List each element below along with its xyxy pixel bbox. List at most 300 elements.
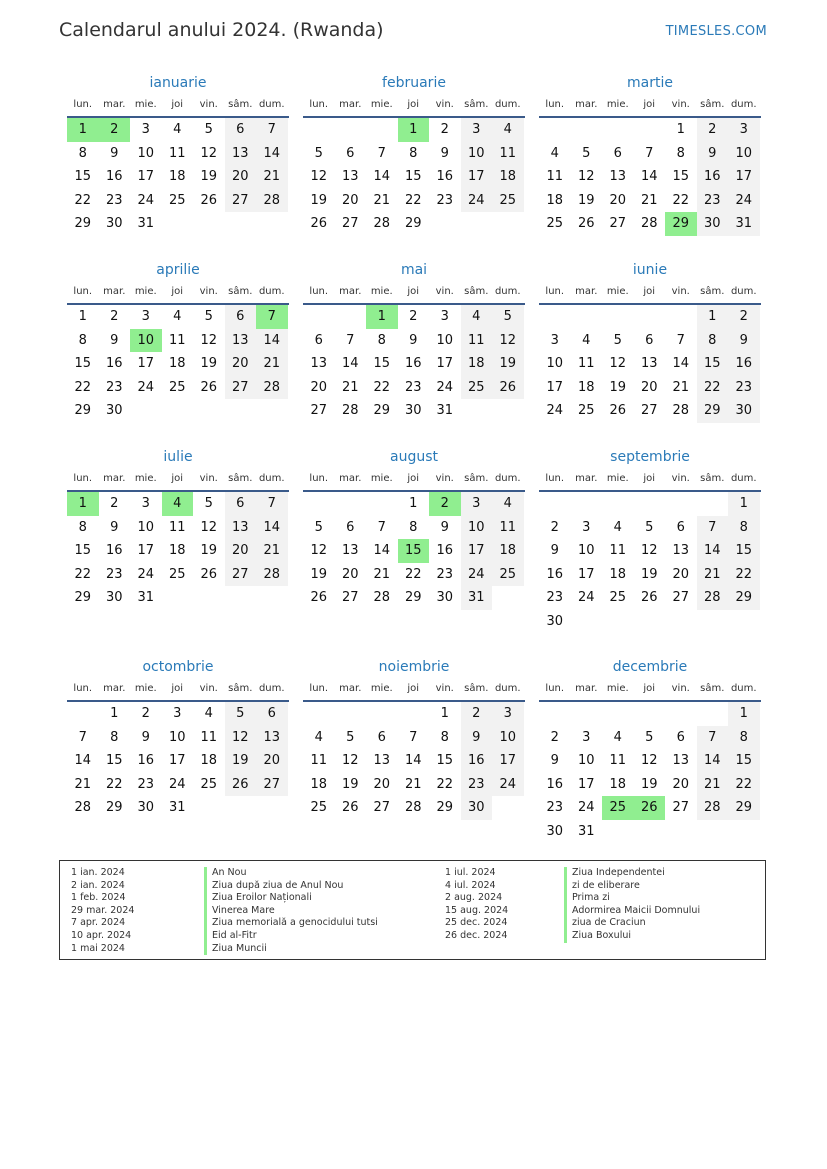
day-grid bbox=[539, 118, 761, 236]
legend-holiday-name: zi de eliberare bbox=[564, 880, 700, 893]
day-cell: 17 bbox=[492, 749, 524, 773]
day-cell: 24 bbox=[728, 189, 760, 213]
weekday-header bbox=[303, 678, 525, 702]
day-cell: 6 bbox=[256, 702, 288, 726]
weekday-label: mie. bbox=[134, 99, 157, 110]
legend-date: 29 mar. 2024 bbox=[71, 904, 135, 916]
day-cell: 19 bbox=[577, 192, 595, 208]
month-mai bbox=[303, 259, 525, 423]
legend-holiday-name: ziua de Craciun bbox=[564, 917, 700, 930]
weekday-label: joi bbox=[171, 473, 184, 484]
month-name: septembrie bbox=[610, 449, 690, 465]
day-cell: 19 bbox=[609, 379, 627, 395]
day-cell: 7 bbox=[256, 118, 288, 142]
day-cell: 24 bbox=[577, 590, 595, 606]
day-cell: 29 bbox=[373, 403, 391, 419]
day-cell: 12 bbox=[200, 332, 218, 348]
legend-date: 7 apr. 2024 bbox=[71, 917, 126, 929]
day-cell: 14 bbox=[341, 356, 359, 372]
day-cell: 7 bbox=[256, 492, 288, 516]
month-name: noiembrie bbox=[378, 659, 450, 675]
day-cell: 2 bbox=[461, 702, 493, 726]
day-cell: 22 bbox=[74, 192, 92, 208]
day-cell: 3 bbox=[141, 122, 150, 137]
day-cell: 28 bbox=[373, 216, 391, 232]
day-cell: 27 bbox=[609, 216, 627, 232]
empty-cell bbox=[571, 702, 603, 726]
month-name: aprilie bbox=[156, 262, 200, 278]
day-cell: 30 bbox=[105, 216, 123, 232]
day-cell: 31 bbox=[168, 800, 186, 816]
day-cell: 12 bbox=[225, 726, 257, 750]
day-cell: 22 bbox=[697, 376, 729, 400]
day-cell: 16 bbox=[436, 543, 454, 559]
day-cell: 6 bbox=[225, 118, 257, 142]
legend-holiday-name: Prima zi bbox=[564, 892, 700, 905]
day-cell: 8 bbox=[728, 516, 760, 540]
day-cell: 28 bbox=[404, 800, 422, 816]
day-cell: 5 bbox=[582, 145, 591, 161]
day-cell: 26 bbox=[492, 376, 524, 400]
day-cell: 20 bbox=[225, 352, 257, 376]
day-cell: 24 bbox=[436, 379, 454, 395]
day-cell: 20 bbox=[341, 192, 359, 208]
day-cell: 16 bbox=[404, 356, 422, 372]
month-iunie bbox=[539, 259, 761, 423]
day-cell: 6 bbox=[613, 145, 622, 161]
day-cell: 8 bbox=[377, 332, 386, 348]
month-name: iunie bbox=[632, 262, 668, 278]
day-cell: 19 bbox=[200, 169, 218, 185]
day-cell: 12 bbox=[577, 169, 595, 185]
day-cell: 10 bbox=[492, 726, 524, 750]
day-cell: 22 bbox=[105, 776, 123, 792]
day-cell: 28 bbox=[640, 216, 658, 232]
day-cell: 15 bbox=[672, 169, 690, 185]
empty-cell bbox=[602, 118, 634, 142]
day-cell: 10 bbox=[168, 729, 186, 745]
day-cell: 11 bbox=[492, 516, 524, 540]
day-cell: 30 bbox=[137, 800, 155, 816]
day-cell: 17 bbox=[137, 356, 155, 372]
empty-cell bbox=[602, 702, 634, 726]
day-cell: 2 bbox=[141, 706, 150, 721]
weekday-label: dum. bbox=[730, 683, 757, 694]
weekday-label: lun. bbox=[309, 286, 329, 297]
day-cell: 13 bbox=[672, 753, 690, 769]
empty-cell bbox=[366, 492, 398, 516]
holiday-day-cell: 1 bbox=[67, 118, 99, 142]
day-cell: 10 bbox=[137, 145, 155, 161]
day-cell: 17 bbox=[436, 356, 454, 372]
weekday-label: vin. bbox=[435, 99, 454, 110]
day-cell: 9 bbox=[440, 145, 449, 161]
weekday-label: joi bbox=[407, 286, 420, 297]
day-cell: 29 bbox=[74, 403, 92, 419]
day-cell: 30 bbox=[436, 590, 454, 606]
day-cell: 25 bbox=[168, 192, 186, 208]
holiday-day-cell: 10 bbox=[130, 329, 162, 353]
weekday-label: mar. bbox=[575, 286, 598, 297]
day-cell: 7 bbox=[697, 726, 729, 750]
weekday-label: joi bbox=[643, 286, 656, 297]
empty-cell bbox=[539, 702, 571, 726]
day-cell: 6 bbox=[314, 332, 323, 348]
weekday-label: joi bbox=[643, 473, 656, 484]
legend-date: 2 aug. 2024 bbox=[445, 892, 503, 904]
day-cell: 17 bbox=[728, 165, 760, 189]
weekday-label: sâm. bbox=[700, 99, 725, 110]
day-cell: 5 bbox=[204, 122, 213, 137]
day-cell: 11 bbox=[609, 543, 627, 559]
month-decembrie bbox=[539, 656, 761, 844]
day-cell: 3 bbox=[728, 118, 760, 142]
day-cell: 20 bbox=[672, 776, 690, 792]
day-cell: 26 bbox=[609, 403, 627, 419]
day-cell: 3 bbox=[492, 702, 524, 726]
day-cell: 26 bbox=[310, 590, 328, 606]
empty-cell bbox=[335, 305, 367, 329]
day-cell: 1 bbox=[110, 706, 119, 721]
day-cell: 14 bbox=[256, 329, 288, 353]
day-cell: 18 bbox=[492, 165, 524, 189]
day-cell: 30 bbox=[546, 613, 564, 629]
day-cell: 14 bbox=[373, 543, 391, 559]
weekday-label: vin. bbox=[671, 99, 690, 110]
day-cell: 20 bbox=[256, 749, 288, 773]
day-cell: 22 bbox=[672, 192, 690, 208]
day-cell: 28 bbox=[341, 403, 359, 419]
day-cell: 23 bbox=[105, 566, 123, 582]
day-cell: 21 bbox=[672, 379, 690, 395]
day-cell: 3 bbox=[141, 309, 150, 324]
day-cell: 11 bbox=[609, 753, 627, 769]
day-cell: 28 bbox=[74, 800, 92, 816]
day-cell: 16 bbox=[546, 776, 564, 792]
day-cell: 28 bbox=[697, 796, 729, 820]
weekday-label: dum. bbox=[494, 286, 521, 297]
weekday-label: sâm. bbox=[228, 473, 253, 484]
weekday-label: sâm. bbox=[464, 683, 489, 694]
day-cell: 24 bbox=[461, 189, 493, 213]
weekday-label: dum. bbox=[494, 99, 521, 110]
day-cell: 27 bbox=[225, 376, 257, 400]
day-cell: 7 bbox=[697, 516, 729, 540]
day-cell: 12 bbox=[200, 145, 218, 161]
day-cell: 17 bbox=[461, 539, 493, 563]
day-grid bbox=[539, 492, 761, 634]
month-name: martie bbox=[627, 75, 673, 91]
day-grid bbox=[67, 492, 289, 610]
holiday-day-cell: 26 bbox=[634, 796, 666, 820]
day-cell: 13 bbox=[609, 169, 627, 185]
holiday-day-cell: 2 bbox=[99, 118, 131, 142]
day-cell: 4 bbox=[613, 729, 622, 745]
day-cell: 1 bbox=[440, 706, 449, 721]
weekday-label: sâm. bbox=[700, 473, 725, 484]
day-cell: 11 bbox=[546, 169, 564, 185]
day-cell: 2 bbox=[550, 729, 559, 745]
empty-cell bbox=[602, 492, 634, 516]
weekday-label: mie. bbox=[606, 99, 629, 110]
day-cell: 19 bbox=[640, 566, 658, 582]
legend-date: 1 feb. 2024 bbox=[71, 892, 126, 904]
day-cell: 18 bbox=[200, 753, 218, 769]
weekday-label: mar. bbox=[575, 473, 598, 484]
legend-date: 4 iul. 2024 bbox=[445, 879, 496, 891]
day-cell: 13 bbox=[225, 329, 257, 353]
day-cell: 22 bbox=[404, 566, 422, 582]
day-cell: 9 bbox=[461, 726, 493, 750]
day-cell: 3 bbox=[550, 332, 559, 348]
day-grid bbox=[539, 702, 761, 844]
day-cell: 21 bbox=[74, 776, 92, 792]
weekday-label: sâm. bbox=[700, 286, 725, 297]
weekday-label: lun. bbox=[73, 683, 93, 694]
weekday-label: mie. bbox=[134, 683, 157, 694]
day-cell: 16 bbox=[728, 352, 760, 376]
day-cell: 28 bbox=[373, 590, 391, 606]
month-februarie bbox=[303, 72, 525, 236]
day-cell: 17 bbox=[577, 776, 595, 792]
legend-holiday-name: Adormirea Maicii Domnului bbox=[564, 905, 700, 918]
day-cell: 2 bbox=[697, 118, 729, 142]
day-cell: 17 bbox=[577, 566, 595, 582]
day-cell: 17 bbox=[168, 753, 186, 769]
weekday-label: joi bbox=[407, 99, 420, 110]
day-cell: 27 bbox=[225, 563, 257, 587]
legend-date: 15 aug. 2024 bbox=[445, 904, 509, 916]
day-cell: 23 bbox=[137, 776, 155, 792]
day-cell: 25 bbox=[609, 590, 627, 606]
day-cell: 5 bbox=[492, 305, 524, 329]
day-cell: 19 bbox=[492, 352, 524, 376]
day-cell: 5 bbox=[645, 519, 654, 535]
day-cell: 16 bbox=[436, 169, 454, 185]
day-cell: 14 bbox=[74, 753, 92, 769]
day-cell: 13 bbox=[640, 356, 658, 372]
day-cell: 11 bbox=[461, 329, 493, 353]
day-cell: 27 bbox=[672, 590, 690, 606]
weekday-label: lun. bbox=[309, 683, 329, 694]
day-cell: 6 bbox=[676, 729, 685, 745]
day-cell: 18 bbox=[609, 776, 627, 792]
legend-date: 25 dec. 2024 bbox=[445, 917, 508, 929]
day-cell: 23 bbox=[546, 800, 564, 816]
day-cell: 4 bbox=[582, 332, 591, 348]
day-cell: 5 bbox=[314, 145, 323, 161]
empty-cell bbox=[539, 305, 571, 329]
day-cell: 29 bbox=[697, 399, 729, 423]
day-cell: 5 bbox=[346, 729, 355, 745]
weekday-label: joi bbox=[171, 99, 184, 110]
day-cell: 6 bbox=[676, 519, 685, 535]
day-cell: 16 bbox=[105, 356, 123, 372]
day-cell: 3 bbox=[461, 118, 493, 142]
weekday-header bbox=[67, 281, 289, 305]
day-cell: 15 bbox=[74, 543, 92, 559]
day-cell: 24 bbox=[461, 563, 493, 587]
legend-date: 1 ian. 2024 bbox=[71, 867, 125, 878]
day-cell: 20 bbox=[225, 539, 257, 563]
empty-cell bbox=[303, 305, 335, 329]
day-grid bbox=[67, 118, 289, 236]
weekday-label: lun. bbox=[545, 286, 565, 297]
day-cell: 7 bbox=[78, 729, 87, 745]
month-name: ianuarie bbox=[149, 75, 207, 91]
day-cell: 1 bbox=[78, 309, 87, 324]
day-cell: 14 bbox=[256, 142, 288, 166]
day-cell: 22 bbox=[74, 379, 92, 395]
month-name: mai bbox=[400, 262, 428, 278]
day-cell: 2 bbox=[440, 122, 449, 137]
day-cell: 25 bbox=[168, 566, 186, 582]
day-cell: 16 bbox=[105, 169, 123, 185]
weekday-label: mar. bbox=[339, 286, 362, 297]
empty-cell bbox=[398, 702, 430, 726]
month-aprilie bbox=[67, 259, 289, 423]
day-cell: 10 bbox=[577, 543, 595, 559]
day-cell: 20 bbox=[341, 566, 359, 582]
weekday-label: joi bbox=[407, 473, 420, 484]
weekday-header bbox=[539, 468, 761, 492]
day-cell: 6 bbox=[225, 492, 257, 516]
weekday-label: vin. bbox=[199, 473, 218, 484]
empty-cell bbox=[335, 118, 367, 142]
day-cell: 24 bbox=[546, 403, 564, 419]
day-grid bbox=[303, 492, 525, 610]
month-name: februarie bbox=[382, 75, 446, 91]
day-cell: 7 bbox=[409, 729, 418, 745]
legend-date: 26 dec. 2024 bbox=[445, 929, 508, 941]
legend-holiday-name: Ziua Muncii bbox=[204, 943, 378, 956]
day-cell: 26 bbox=[200, 192, 218, 208]
weekday-header bbox=[303, 468, 525, 492]
day-cell: 2 bbox=[550, 519, 559, 535]
day-cell: 30 bbox=[105, 403, 123, 419]
day-cell: 30 bbox=[697, 212, 729, 236]
holiday-day-cell: 4 bbox=[162, 492, 194, 516]
day-cell: 29 bbox=[74, 590, 92, 606]
weekday-label: mar. bbox=[103, 473, 126, 484]
day-cell: 21 bbox=[256, 165, 288, 189]
day-cell: 15 bbox=[105, 753, 123, 769]
day-cell: 23 bbox=[728, 376, 760, 400]
day-cell: 27 bbox=[341, 590, 359, 606]
day-cell: 6 bbox=[346, 519, 355, 535]
day-cell: 8 bbox=[728, 726, 760, 750]
legend-holiday-name: Ziua Boxului bbox=[564, 930, 700, 943]
legend-holiday-name: Ziua memorială a genocidului tutsi bbox=[204, 917, 378, 930]
weekday-label: sâm. bbox=[228, 286, 253, 297]
day-cell: 23 bbox=[461, 773, 493, 797]
weekday-label: mar. bbox=[575, 99, 598, 110]
day-cell: 15 bbox=[404, 169, 422, 185]
day-cell: 27 bbox=[672, 800, 690, 816]
day-cell: 11 bbox=[492, 142, 524, 166]
day-cell: 24 bbox=[137, 566, 155, 582]
weekday-label: mie. bbox=[606, 683, 629, 694]
weekday-label: mar. bbox=[103, 99, 126, 110]
day-cell: 16 bbox=[461, 749, 493, 773]
day-cell: 27 bbox=[310, 403, 328, 419]
day-cell: 8 bbox=[676, 145, 685, 161]
day-grid bbox=[539, 305, 761, 423]
weekday-label: joi bbox=[171, 683, 184, 694]
weekday-label: vin. bbox=[671, 473, 690, 484]
legend-date: 1 iul. 2024 bbox=[445, 867, 496, 878]
weekday-label: vin. bbox=[435, 286, 454, 297]
weekday-label: lun. bbox=[73, 99, 93, 110]
day-cell: 10 bbox=[461, 516, 493, 540]
empty-cell bbox=[571, 305, 603, 329]
day-cell: 19 bbox=[310, 566, 328, 582]
empty-cell bbox=[539, 118, 571, 142]
day-cell: 12 bbox=[492, 329, 524, 353]
day-cell: 29 bbox=[74, 216, 92, 232]
day-cell: 21 bbox=[640, 192, 658, 208]
month-ianuarie bbox=[67, 72, 289, 236]
day-cell: 14 bbox=[640, 169, 658, 185]
day-cell: 13 bbox=[310, 356, 328, 372]
weekday-label: mie. bbox=[370, 286, 393, 297]
brand-link[interactable]: TIMESLES.COM bbox=[665, 24, 767, 39]
day-cell: 30 bbox=[105, 590, 123, 606]
day-cell: 17 bbox=[546, 379, 564, 395]
day-cell: 21 bbox=[373, 566, 391, 582]
day-cell: 22 bbox=[436, 776, 454, 792]
day-cell: 10 bbox=[577, 753, 595, 769]
day-cell: 14 bbox=[697, 749, 729, 773]
day-cell: 26 bbox=[640, 590, 658, 606]
day-cell: 31 bbox=[137, 216, 155, 232]
day-cell: 19 bbox=[200, 356, 218, 372]
day-cell: 21 bbox=[256, 352, 288, 376]
month-name: decembrie bbox=[612, 659, 688, 675]
day-cell: 19 bbox=[310, 192, 328, 208]
empty-cell bbox=[335, 492, 367, 516]
day-cell: 25 bbox=[310, 800, 328, 816]
day-grid bbox=[303, 118, 525, 236]
weekday-header bbox=[67, 94, 289, 118]
day-cell: 13 bbox=[373, 753, 391, 769]
empty-cell bbox=[634, 702, 666, 726]
legend-holiday-name: An Nou bbox=[204, 867, 378, 880]
day-cell: 9 bbox=[550, 543, 559, 559]
day-cell: 30 bbox=[546, 823, 564, 839]
empty-cell bbox=[571, 492, 603, 516]
weekday-label: vin. bbox=[671, 683, 690, 694]
day-cell: 23 bbox=[105, 379, 123, 395]
day-cell: 9 bbox=[141, 729, 150, 745]
legend-names-right bbox=[564, 867, 700, 943]
day-cell: 4 bbox=[204, 706, 213, 721]
day-cell: 11 bbox=[200, 729, 218, 745]
empty-cell bbox=[634, 305, 666, 329]
day-cell: 26 bbox=[200, 566, 218, 582]
empty-cell bbox=[303, 492, 335, 516]
weekday-label: sâm. bbox=[700, 683, 725, 694]
weekday-header bbox=[67, 678, 289, 702]
weekday-label: mar. bbox=[339, 99, 362, 110]
weekday-header bbox=[539, 94, 761, 118]
day-cell: 12 bbox=[310, 543, 328, 559]
weekday-label: sâm. bbox=[464, 286, 489, 297]
legend-date: 2 ian. 2024 bbox=[71, 879, 125, 891]
day-cell: 8 bbox=[78, 145, 87, 161]
day-cell: 25 bbox=[200, 776, 218, 792]
day-cell: 9 bbox=[440, 519, 449, 535]
